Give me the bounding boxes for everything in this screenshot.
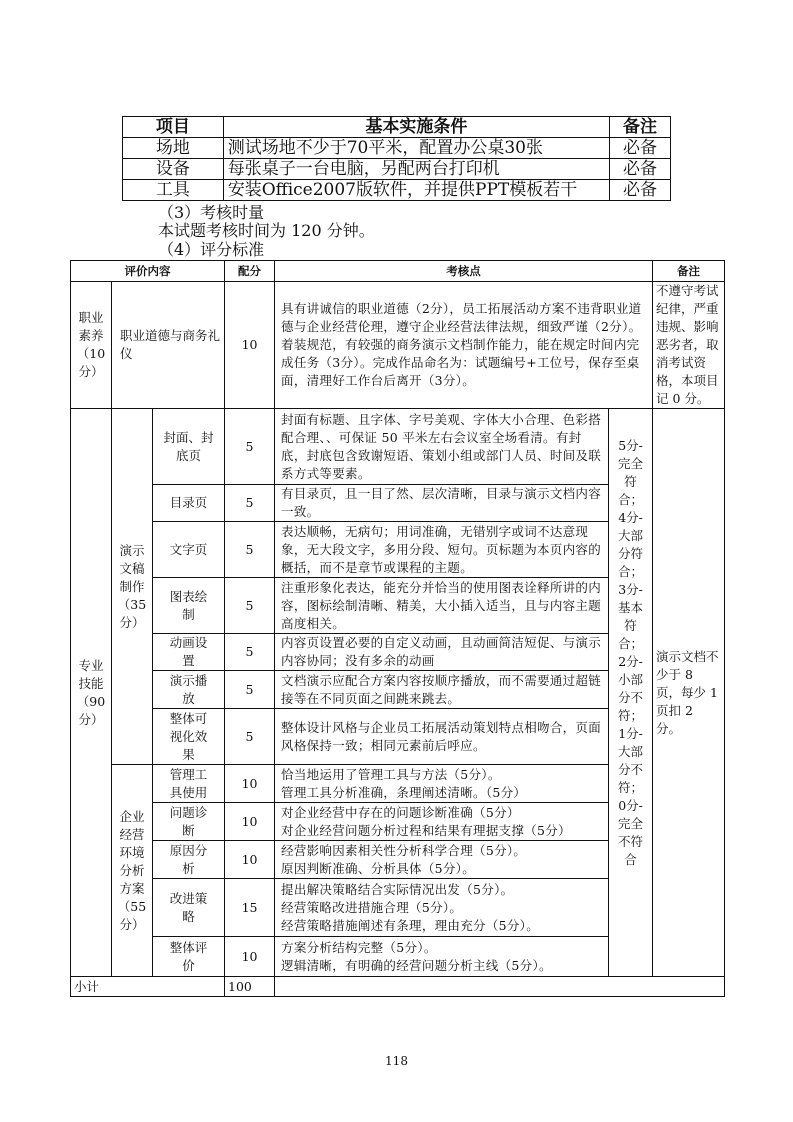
desc-cell: 文档演示应配合方案内容按顺序播放，而不需要通过超链接等在不同页面之间跳来跳去。: [275, 671, 609, 709]
desc-cell: 提出解决策略结合实际情况出发（5分）。 经营策略改进措施合理（5分）。 经营策略措施阐述有条理，理由充分（5分）。: [275, 879, 609, 937]
table-row: [123, 180, 671, 201]
score-cell: 5: [225, 522, 275, 578]
table-row: [123, 159, 671, 180]
item-name: 问题诊 断: [153, 803, 225, 841]
grading-scale: 5分- 完全 符 合； 4分- 大部 分符 合； 3分- 基本 符 合； 2分- 小部 分不 符； 1分- 大部 分不 符； 0分- 完全 不符 合: [609, 409, 653, 977]
item-name: 封面、封 底页: [153, 409, 225, 485]
conditions-header-item: 项目: [123, 117, 224, 138]
conditions-cell: 必备: [610, 138, 671, 159]
item-name: 目录页: [153, 485, 225, 522]
subtotal-empty: [275, 977, 725, 997]
note-discipline: 不遵守考试纪律，严重违规、影响恶劣者，取消考试资格，本项目记 0 分。: [653, 282, 725, 409]
conditions-cell: 必备: [610, 180, 671, 201]
header-points: 考核点: [275, 261, 653, 282]
item-name: 原因分 析: [153, 841, 225, 879]
category-presentation: 演示 文稿 制作 （35 分）: [112, 409, 153, 765]
item-name: 文字页: [153, 522, 225, 578]
conditions-cell: 每张桌子一台电脑，另配两台打印机: [223, 159, 609, 180]
subtotal-score: 100: [225, 977, 275, 997]
score-cell: 10: [225, 765, 275, 803]
item-name: 整体可 视化效 果: [153, 709, 225, 765]
conditions-cell: 测试场地不少于70平米，配置办公桌30张: [223, 138, 609, 159]
item-name: 演示播 放: [153, 671, 225, 709]
subtotal-row: [71, 977, 725, 997]
conditions-cell: 必备: [610, 159, 671, 180]
item-ethics: 职业道德与商务礼仪: [112, 282, 225, 409]
item-name: 图表绘 制: [153, 578, 225, 634]
scoring-table: [70, 260, 725, 997]
table-row: [71, 409, 725, 485]
conditions-table: [122, 116, 671, 201]
score-cell: 5: [225, 409, 275, 485]
header-content: 评价内容: [71, 261, 225, 282]
score-cell: 10: [225, 937, 275, 977]
desc-cell: 恰当地运用了管理工具与方法（5分）。 管理工具分析准确，条理阐述清晰。（5分）: [275, 765, 609, 803]
header-note: 备注: [653, 261, 725, 282]
conditions-cell: 安装Office2007版软件，并提供PPT模板若干: [223, 180, 609, 201]
desc-cell: 对企业经营中存在的问题诊断准确（5分） 对企业经营问题分析过程和结果有理据支撑（5分）: [275, 803, 609, 841]
conditions-cell: 设备: [123, 159, 224, 180]
subtotal-label: 小计: [71, 977, 225, 997]
desc-cell: 表达顺畅，无病句；用词准确，无错别字或词不达意现象，无大段文字，多用分段、短句。页标题为本页内容的概括，而不是章节或课程的主题。: [275, 522, 609, 578]
table-row: [71, 282, 725, 409]
section3-text: 本试题考核时间为 120 分钟。: [158, 221, 375, 240]
desc-cell: 内容页设置必要的自定义动画，且动画简洁短促、与演示内容协同；没有多余的动画: [275, 634, 609, 671]
item-name: 管理工 具使用: [153, 765, 225, 803]
desc-cell: 注重形象化表达，能充分并恰当的使用图表诠释所讲的内容，图标绘制清晰、精美，大小插入适当，且与内容主题高度相关。: [275, 578, 609, 634]
conditions-header-condition: 基本实施条件: [223, 117, 609, 138]
conditions-header-note: 备注: [610, 117, 671, 138]
desc-cell: 经营影响因素相关性分析科学合理（5分）。 原因判断准确、分析具体（5分）。: [275, 841, 609, 879]
score-cell: 10: [225, 841, 275, 879]
score-cell: 5: [225, 671, 275, 709]
score-cell: 10: [225, 282, 275, 409]
score-cell: 5: [225, 634, 275, 671]
category-professional-skill: 专业 技能 （90 分）: [71, 409, 112, 977]
table-row: [123, 138, 671, 159]
item-name: 改进策 略: [153, 879, 225, 937]
conditions-header-row: [123, 117, 671, 138]
item-name: 动画设 置: [153, 634, 225, 671]
desc-cell: 封面有标题、且字体、字号美观、字体大小合理、色彩搭配合理、、可保证 50 平米左右会议室全场看清。有封底，封底包含致谢短语、策划小组或部门人员、时间及联系方式等要素。: [275, 409, 609, 485]
section3-title: （3）考核时量: [158, 203, 265, 222]
page-number: 118: [385, 1054, 408, 1068]
header-score: 配分: [225, 261, 275, 282]
conditions-cell: 场地: [123, 138, 224, 159]
scoring-header-row: [71, 261, 725, 282]
score-cell: 5: [225, 485, 275, 522]
score-cell: 5: [225, 709, 275, 765]
category-professional-quality: 职业 素养 （10 分）: [71, 282, 112, 409]
item-name: 整体评 价: [153, 937, 225, 977]
score-cell: 5: [225, 578, 275, 634]
desc-cell: 有目录页，且一目了然、层次清晰，目录与演示文档内容一致。: [275, 485, 609, 522]
score-cell: 15: [225, 879, 275, 937]
section4-title: （4）评分标准: [158, 240, 265, 259]
conditions-cell: 工具: [123, 180, 224, 201]
category-business: 企业 经营 环境 分析 方案 （55 分）: [112, 765, 153, 977]
note-page-count: 演示文档不少于 8 页，每少 1 页扣 2 分。: [653, 409, 725, 977]
desc-cell: 方案分析结构完整（5分）。 逻辑清晰，有明确的经营问题分析主线（5分）。: [275, 937, 609, 977]
desc-cell: 具有讲诚信的职业道德（2分），员工拓展活动方案不违背职业道德与企业经营伦理，遵守企业经营法律法规，细致严谨（2分）。着装规范，有较强的商务演示文档制作能力，能在规定时间内完成任务（3分）。完成作品命名为：试题编号+工位号，保存至桌面，清理好工作台后离开（3分）。: [275, 282, 653, 409]
desc-cell: 整体设计风格与企业员工拓展活动策划特点相吻合，页面风格保持一致；相同元素前后呼应。: [275, 709, 609, 765]
score-cell: 10: [225, 803, 275, 841]
